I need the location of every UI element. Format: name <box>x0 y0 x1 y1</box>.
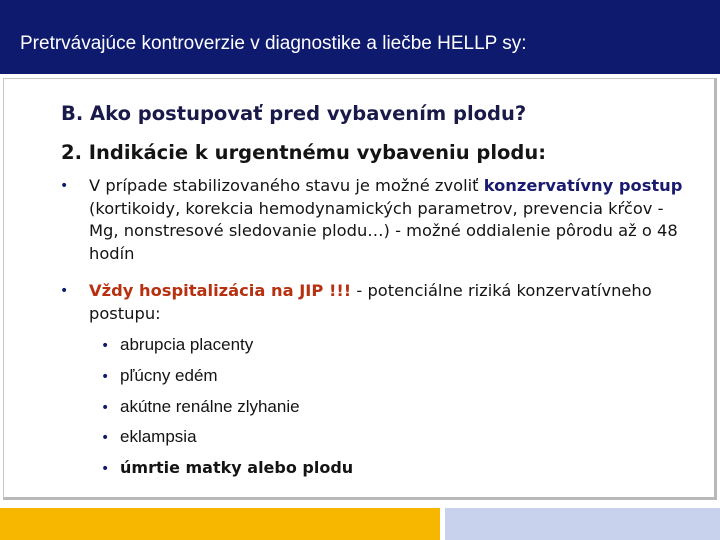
footer-bar-blue <box>445 508 720 540</box>
bullet-conservative <box>89 175 689 265</box>
title-bar <box>0 0 720 74</box>
risk-item: abrupcia placenty <box>120 335 254 354</box>
bullet2-bold: Vždy hospitalizácia na JIP !!! <box>89 281 352 300</box>
bullet1-bold: konzervatívny postup <box>483 176 683 195</box>
heading-b: B. Ako postupovať pred vybavením plodu? <box>61 102 527 125</box>
risk-item: pľúcny edém <box>120 366 218 385</box>
heading-2: 2. Indikácie k urgentnému vybaveniu plodu: <box>61 141 547 164</box>
bullet-icon: • <box>60 178 69 194</box>
sub-bullet-icon: • <box>101 369 110 385</box>
sub-bullet-icon: • <box>101 461 110 477</box>
sub-bullet-icon: • <box>101 400 110 416</box>
bullet-icu <box>89 280 709 325</box>
sub-bullet-icon: • <box>101 338 110 354</box>
risk-item: akútne renálne zlyhanie <box>120 397 300 416</box>
risk-item: eklampsia <box>120 427 197 446</box>
slide-title: Pretrvávajúce kontroverzie v diagnostike a liečbe HELLP sy: <box>20 33 527 54</box>
footer-bar-orange <box>0 508 440 540</box>
bullet1-post: (kortikoidy, korekcia hemodynamických parametrov, prevencia kŕčov - Mg, nonstresové sledovanie plodu…) - možné oddialenie pôrodu až o 48 hodín <box>89 198 678 263</box>
sub-bullet-icon: • <box>101 430 110 446</box>
bullet-icon: • <box>60 283 69 299</box>
risk-item-fatal: úmrtie matky alebo plodu <box>120 458 354 477</box>
bullet2-post: - potenciálne riziká konzervatívneho postupu: <box>89 281 652 323</box>
bullet1-pre: V prípade stabilizovaného stavu je možné zvoliť <box>89 176 484 195</box>
